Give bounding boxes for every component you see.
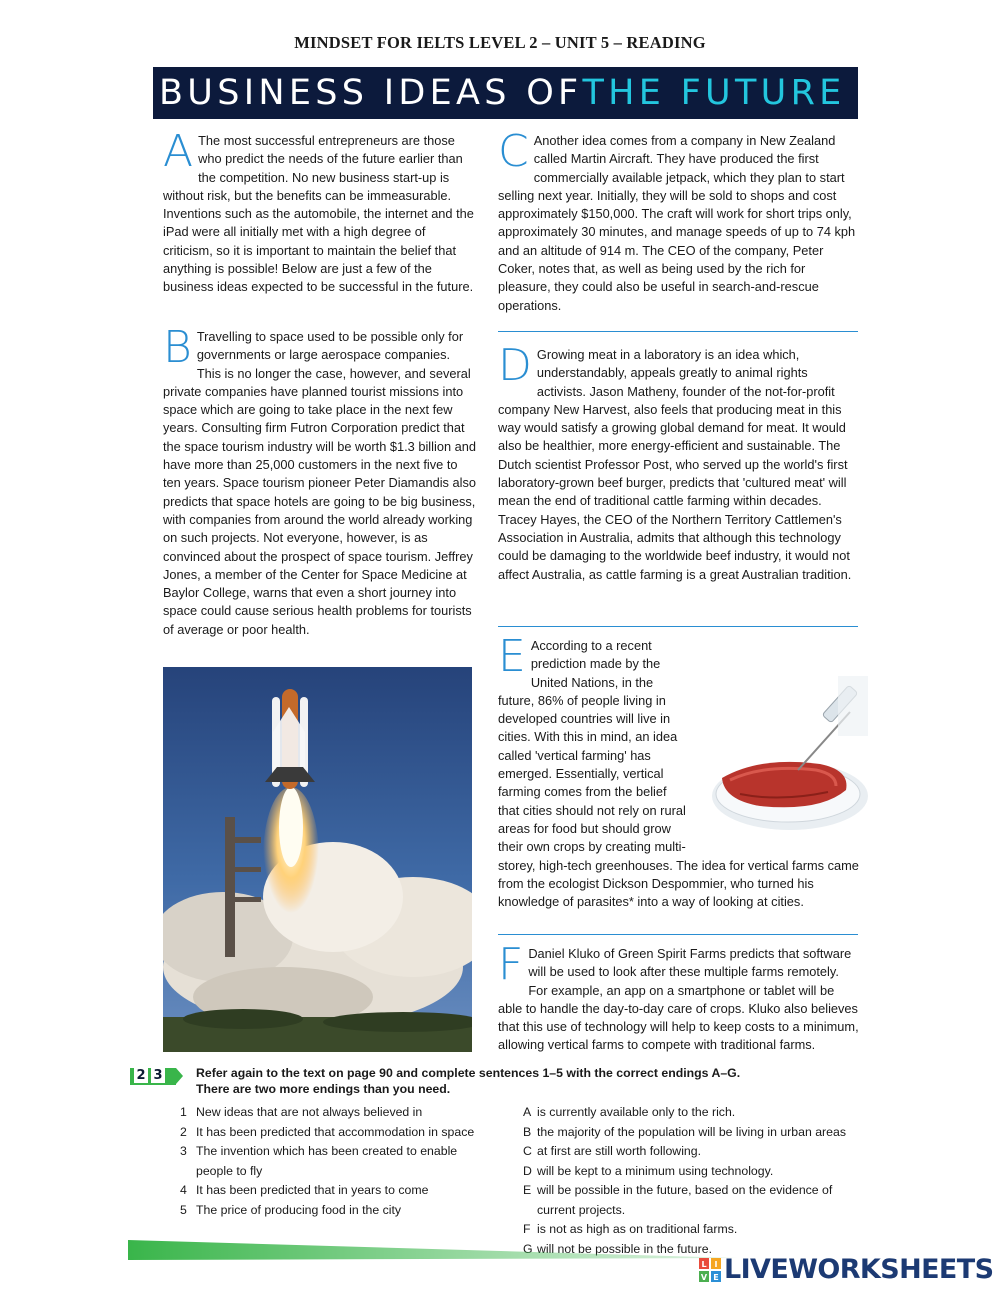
instruction-line-2: There are two more endings than you need. [196,1082,451,1096]
ending-letter: F [523,1222,531,1236]
icon-letter: L [701,1259,707,1269]
badge-number-right: 3 [151,1068,165,1083]
ending-letter: E [523,1183,532,1197]
section-d-text: Growing meat in a laboratory is an idea which, understandably, appeals greatly to animal rights activists. Jason Matheny, founder of the not-for-profit company New Harvest, also feels that producing meat in this way would satisfy a growing global demand for meat. It would also be healthier, more energy-efficient and sustainable. The Dutch scientist Professor Post, who served up the world's first laboratory-grown beef burger, predicts that 'cultured meat' will mean the end of traditional cattle farming within decades. Tracey Hayes, the CEO of the Northern Territory Cattlemen's Association in Australia, admits that although this technology could be damaging to the worldwide beef industry, it would not affect Australia, as cattle farming is a great Australian tradition. [498,347,852,582]
sentence-text: It has been predicted that accommodation in space [196,1124,475,1139]
dropcap-a: A [163,126,194,177]
dropcap-e: E [498,631,526,682]
ending-item [523,1162,883,1182]
dropcap-c: C [498,126,529,177]
instruction-line-1: Refer again to the text on page 90 and complete sentences 1–5 with the correct endings A–G. [196,1066,741,1080]
rocket-launch-photo [163,667,472,1052]
sentence-text: The price of producing food in the city [196,1202,402,1217]
divider-d-e [498,626,858,627]
dropcap-b: B [163,322,192,373]
ending-text: at first are still worth following. [537,1144,702,1158]
sentence-item [180,1181,480,1201]
section-a-text: The most successful entrepreneurs are those who predict the needs of the future earlier than the competition. No new business start-up is without risk, but the benefits can be immeasurable. Inventions such as the automobile, the internet and the iPad were all initially met with a high degree of criticism, so it is important to maintain the belief that anything is possible! Below are just a few of the business ideas expected to be successful in the future. [163,133,474,295]
sentence-item [180,1123,500,1143]
liveworksheets-icon [699,1258,721,1282]
section-b-text: Travelling to space used to be possible only for governments or large aerospace companies. This is no longer the case, however, and several private companies have planned tourist missions into space which are going to take place in the next few years. Consulting firm Futron Corporation predict that the space tourism industry will be worth $1.3 billion and have more than 25,000 customers in the next five to ten years. Space tourism pioneer Peter Diamandis also predicts that space hotels are going to be big business, with companies from around the world already working on such projects. Not everyone, however, is as convinced about the prospect of space tourism. Jeffrey Jones, a member of the Center for Space Medicine at Baylor College, warns that even a short journey into space could cause serious health problems for tourists of average or poor health. [163,329,476,637]
sentence-number: 5 [180,1202,187,1217]
ending-letter: D [523,1163,532,1178]
lab-meat-photo [700,666,868,850]
ending-letter: C [523,1144,532,1158]
section-b [163,322,477,639]
ending-item [523,1103,883,1123]
icon-letter: E [713,1272,719,1282]
ending-text: will be possible in the future, based on the evidence of current projects. [537,1183,833,1217]
sentence-item [180,1103,480,1123]
sentence-item [180,1201,480,1221]
ending-letter: G [523,1241,533,1256]
icon-letter: I [714,1259,718,1269]
ending-text: will be kept to a minimum using technology. [537,1163,774,1178]
ending-letter: B [523,1124,532,1139]
exercise-instruction [196,1065,896,1097]
ending-text: will not be possible in the future. [537,1241,712,1256]
article-title-banner [153,67,858,119]
liveworksheets-wordmark: LIVEWORKSHEETS [724,1254,994,1285]
section-c-text: Another idea comes from a company in New Zealand called Martin Aircraft. They have produced the first commercially available jetpack, which they plan to start selling next year. Initially, they will be sold to shops and cost approximately $150,000. The craft will work for short trips only, approximately 30 minutes, and manage speeds of up to 74 kph and an altitude of 914 m. The CEO of the company, Peter Coker, notes that, as well as being used by the rich for pleasure, they could also be useful in search-and-rescue operations. [498,133,856,313]
sentence-text: New ideas that are not always believed in [196,1105,423,1119]
badge-arrow-icon [176,1068,183,1084]
ending-item [523,1142,883,1162]
sentence-text: The invention which has been created to enable people to fly [196,1144,458,1178]
liveworksheets-logo [699,1254,993,1285]
sentence-text: It has been predicted that in years to come [196,1183,429,1197]
sentence-list [180,1103,500,1220]
badge-number-left: 2 [134,1068,148,1083]
sentence-number: 2 [180,1124,187,1139]
icon-letter: V [700,1272,708,1282]
section-c [498,126,860,315]
sentence-number: 4 [180,1183,187,1197]
section-e-text: According to a recent prediction made by the United Nations, in the future, 86% of people living in developed countries will live in cities. With this in mind, an idea called 'vertical farming' has emerged. Essentially, vertical farming comes from the belief that cities should not rely on rural areas for food but should grow their own crops by creating multi-storey, high-tech greenhouses. The idea for vertical farms came from the ecologist Dickson Despommier, who turned his knowledge of parasites* into a way of looking at cities. [498,638,859,910]
title-part-cyan: THE FUTURE [582,73,846,113]
section-d [498,340,860,584]
dropcap-f: F [498,939,524,990]
ending-item [523,1181,863,1220]
dropcap-d: D [498,340,532,391]
section-f [498,939,860,1055]
sentence-number: 3 [180,1144,187,1158]
ending-text: is not as high as on traditional farms. [537,1222,738,1236]
ending-letter: A [523,1105,532,1119]
sentence-item [180,1142,480,1181]
divider-e-f [498,934,858,935]
exercise-number-badge [130,1068,176,1085]
green-wedge-decoration [128,1236,738,1262]
section-f-text: Daniel Kluko of Green Spirit Farms predicts that software will be used to look after these multiple farms remotely. For example, an app on a smartphone or tablet will be able to handle the day-to-day care of crops. Kluko also believes that this use of technology will help to keep costs to a minimum, allowing vertical farms to compete with traditional farms. [498,946,859,1053]
section-a [163,126,477,297]
ending-text: the majority of the population will be living in urban areas [537,1124,846,1139]
sentence-number: 1 [180,1105,187,1119]
divider-c-d [498,331,858,332]
title-part-white: BUSINESS IDEAS OF [159,73,583,113]
ending-text: is currently available only to the rich. [537,1105,736,1119]
page-heading: MINDSET FOR IELTS LEVEL 2 – UNIT 5 – READING [294,33,706,52]
ending-item [523,1123,883,1143]
